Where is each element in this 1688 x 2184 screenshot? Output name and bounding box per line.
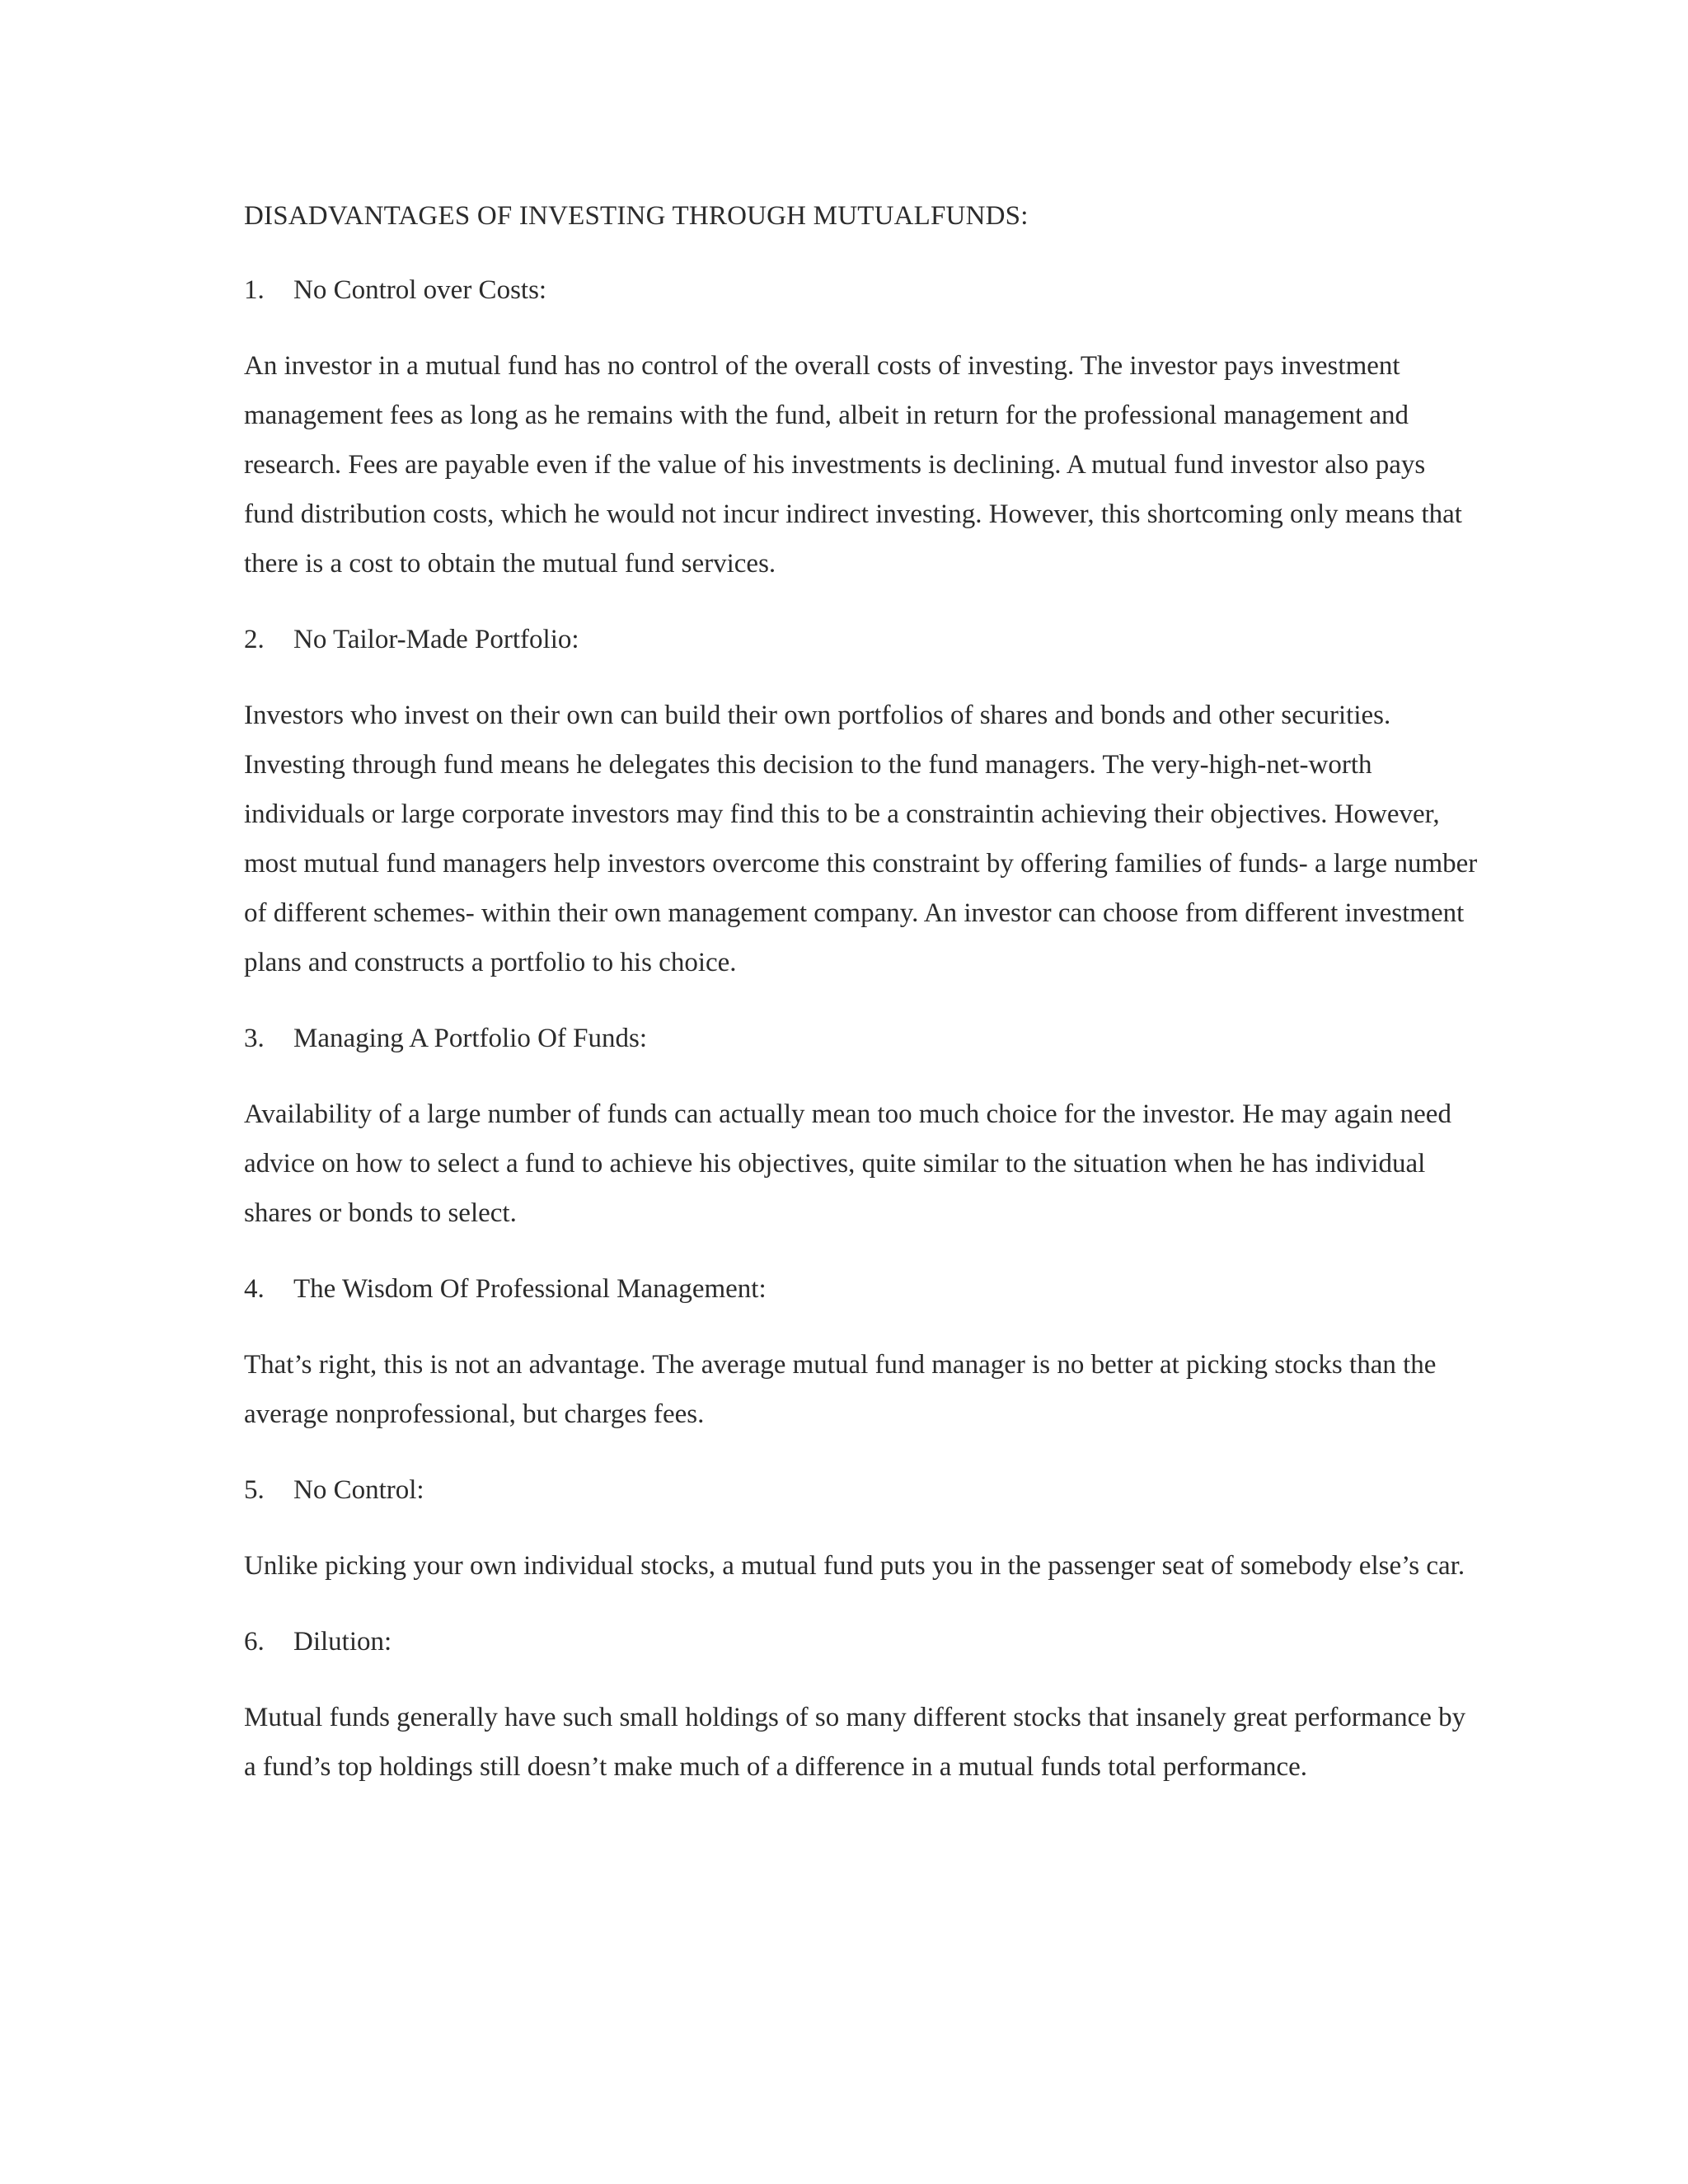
section-body: That’s right, this is not an advantage. The average mutual fund manager is no better at picking stocks than the average nonprofessional, but charges fees. [244, 1350, 1437, 1429]
section-number: 4. [244, 1274, 265, 1304]
section-heading [244, 265, 1480, 315]
section-heading [244, 1264, 1480, 1314]
section-heading [244, 615, 1480, 664]
section-title: Managing A Portfolio Of Funds: [293, 1024, 648, 1053]
section-title: The Wisdom Of Professional Management: [293, 1274, 767, 1304]
section-4 [244, 1264, 1480, 1439]
document-title: DISADVANTAGES OF INVESTING THROUGH MUTUALFUNDS: [244, 201, 1029, 231]
section-body: Availability of a large number of funds can actually mean too much choice for the investor. He may again need advice on how to select a fund to achieve his objectives, quite similar to the situation when he has individual shares or bonds to select. [244, 1099, 1451, 1228]
section-3 [244, 1014, 1480, 1238]
document-page [244, 191, 1480, 1818]
section-heading [244, 1465, 1480, 1515]
section-5 [244, 1465, 1480, 1591]
section-title: No Tailor-Made Portfolio: [293, 625, 579, 654]
section-title: Dilution: [293, 1627, 392, 1657]
section-6 [244, 1617, 1480, 1792]
section-number: 1. [244, 275, 265, 305]
section-number: 2. [244, 625, 265, 654]
section-body: Unlike picking your own individual stocks, a mutual fund puts you in the passenger seat of somebody else’s car. [244, 1551, 1465, 1581]
section-title: No Control over Costs: [293, 275, 547, 305]
section-title: No Control: [293, 1475, 424, 1505]
section-number: 5. [244, 1475, 265, 1505]
section-body: An investor in a mutual fund has no control of the overall costs of investing. The investor pays investment management fees as long as he remains with the fund, albeit in return for the professional management and research. Fees are payable even if the value of his investments is declining. A mutual fund investor also pays fund distribution costs, which he would not incur indirect investing. However, this shortcoming only means that there is a cost to obtain the mutual fund services. [244, 351, 1462, 579]
section-2 [244, 615, 1480, 987]
section-body: Mutual funds generally have such small holdings of so many different stocks that insanely great performance by a fund’s top holdings still doesn’t make much of a difference in a mutual funds total performance. [244, 1703, 1466, 1782]
section-1 [244, 265, 1480, 588]
section-heading [244, 1014, 1480, 1063]
section-body: Investors who invest on their own can build their own portfolios of shares and bonds and other securities. Investing through fund means he delegates this decision to the fund managers. The very-high-net-worth individuals or large corporate investors may find this to be a constraintin achieving their objectives. However, most mutual fund managers help investors overcome this constraint by offering families of funds- a large number of different schemes- within their own management company. An investor can choose from different investment plans and constructs a portfolio to his choice. [244, 701, 1478, 977]
section-number: 3. [244, 1024, 265, 1053]
section-number: 6. [244, 1627, 265, 1657]
section-heading [244, 1617, 1480, 1666]
